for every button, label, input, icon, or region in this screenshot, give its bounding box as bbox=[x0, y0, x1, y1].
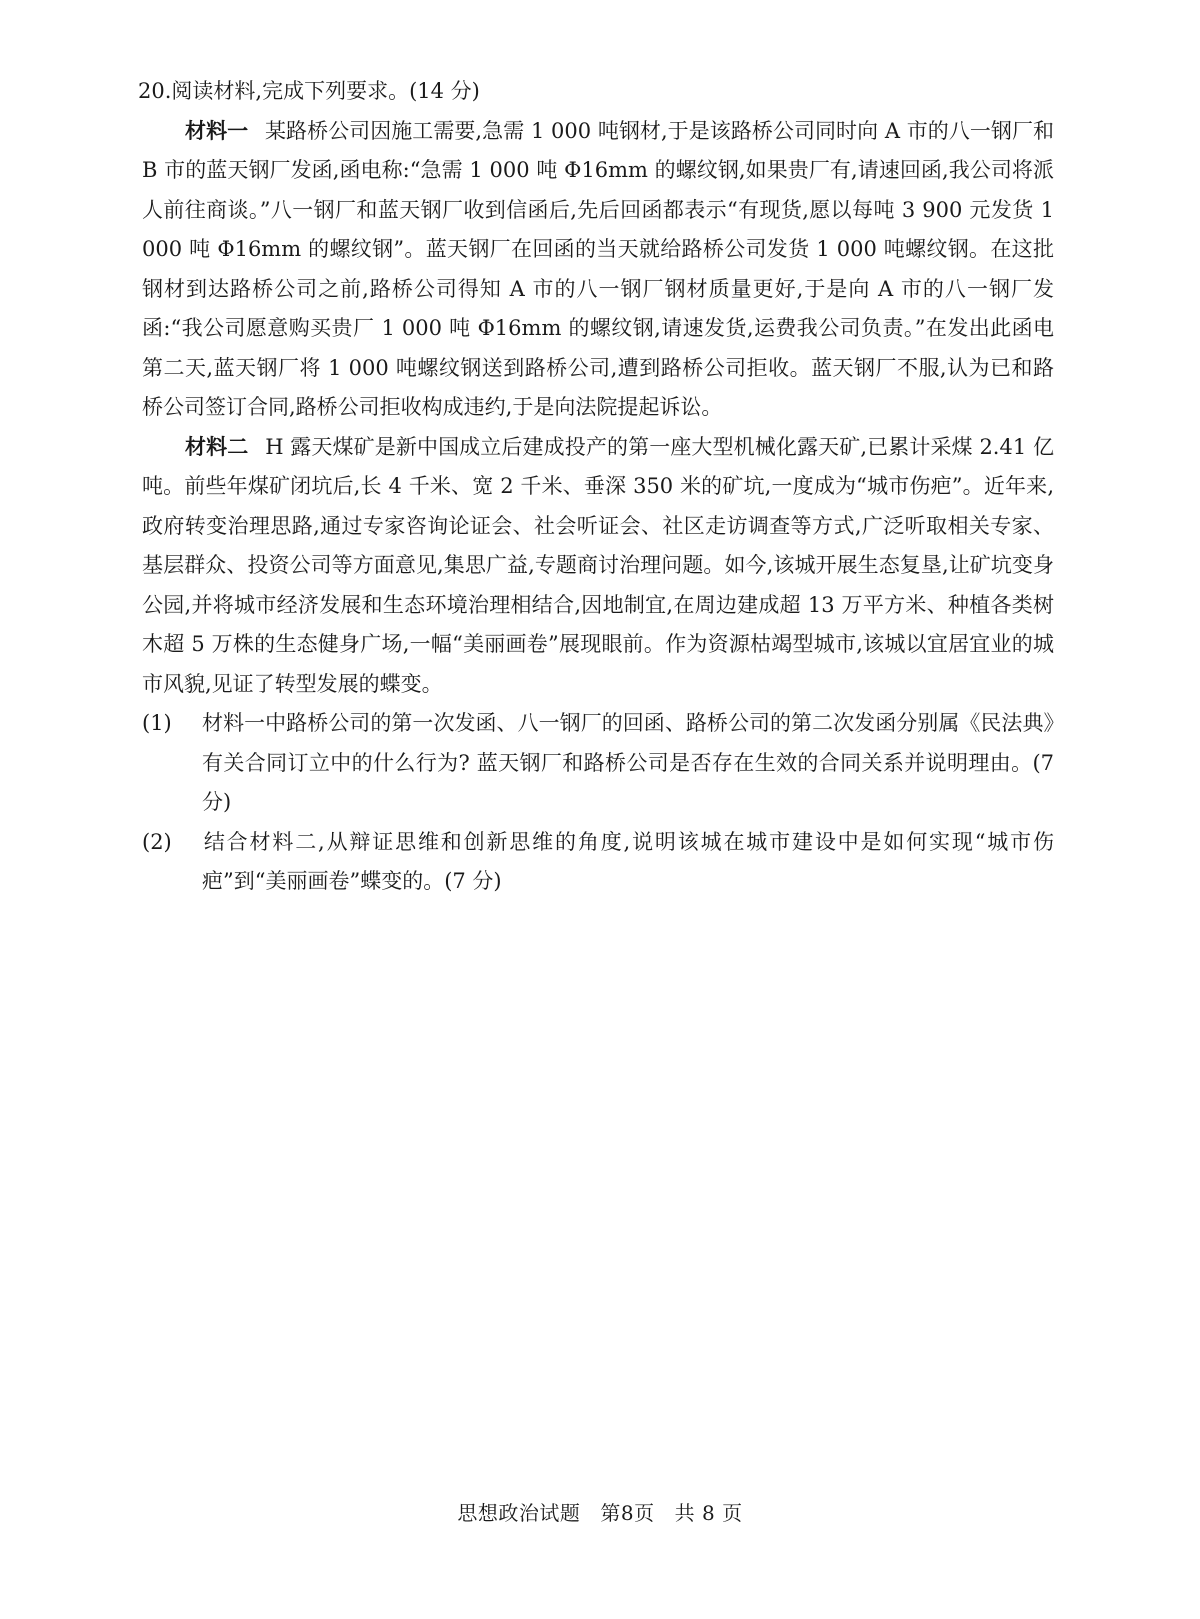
sub-question-1-number: (1) bbox=[142, 711, 172, 735]
question-title: 20.阅读材料,完成下列要求。(14 分) bbox=[138, 79, 480, 103]
material-two-text: H 露天煤矿是新中国成立后建成投产的第一座大型机械化露天矿,已累计采煤 2.41 亿吨。前些年煤矿闭坑后,长 4 千米、宽 2 千米、垂深 350 米的矿坑,一度成为“城市伤疤”。近年来,政府转变治理思路,通过专家咨询论证会、社会听证会、社区走访调查等方式,广泛听取相关专家、基层群众、投资公司等方面意见,集思广益,专题商讨治理问题。如今,该城开展生态复垦,让矿坑变身公园,并将城市经济发展和生态环境治理相结合,因地制宜,在周边建成超 13 万平方米、种植各类树木超 5 万株的生态健身广场,一幅“美丽画卷”展现眼前。作为资源枯竭型城市,该城以宜居宜业的城市风貌,见证了转型发展的蝶变。 bbox=[142, 434, 1054, 696]
sub-question-2 bbox=[142, 823, 1054, 902]
sub-question-1 bbox=[142, 704, 1054, 823]
footer-page-total: 共 8 页 bbox=[674, 1501, 743, 1525]
material-two bbox=[142, 428, 1054, 705]
sub-question-1-text: 材料一中路桥公司的第一次发函、八一钢厂的回函、路桥公司的第二次发函分别属《民法典》有关合同订立中的什么行为? 蓝天钢厂和路桥公司是否存在生效的合同关系并说明理由。(7 分) bbox=[202, 711, 1054, 814]
question-block bbox=[138, 72, 1054, 902]
material-two-label: 材料二 bbox=[185, 434, 249, 459]
sub-question-2-text: 结合材料二,从辩证思维和创新思维的角度,说明该城在城市建设中是如何实现“城市伤疤”到“美丽画卷”蝶变的。(7 分) bbox=[202, 829, 1054, 893]
material-one bbox=[142, 112, 1054, 428]
sub-question-2-number: (2) bbox=[142, 829, 172, 854]
material-one-text: 某路桥公司因施工需要,急需 1 000 吨钢材,于是该路桥公司同时向 A 市的八一钢厂和 B 市的蓝天钢厂发函,函电称:“急需 1 000 吨 Φ16mm 的螺纹钢,如果贵厂有,请速回函,我公司将派人前往商谈。”八一钢厂和蓝天钢厂收到信函后,先后回函都表示“有现货,愿以每吨 3 900 元发货 1 000 吨 Φ16mm 的螺纹钢”。蓝天钢厂在回函的当天就给路桥公司发货 1 000 吨螺纹钢。在这批钢材到达路桥公司之前,路桥公司得知 A 市的八一钢厂钢材质量更好,于是向 A 市的八一钢厂发函:“我公司愿意购买贵厂 1 000 吨 Φ16mm 的螺纹钢,请速发货,运费我公司负责。”在发出此函电第二天,蓝天钢厂将 1 000 吨螺纹钢送到路桥公司,遭到路桥公司拒收。蓝天钢厂不服,认为已和路桥公司签订合同,路桥公司拒收构成违约,于是向法院提起诉讼。 bbox=[142, 118, 1054, 419]
page-footer bbox=[0, 1497, 1200, 1526]
footer-subject: 思想政治试题 bbox=[457, 1501, 581, 1525]
material-one-label: 材料一 bbox=[185, 118, 249, 143]
footer-page-number: 第8页 bbox=[600, 1501, 655, 1525]
